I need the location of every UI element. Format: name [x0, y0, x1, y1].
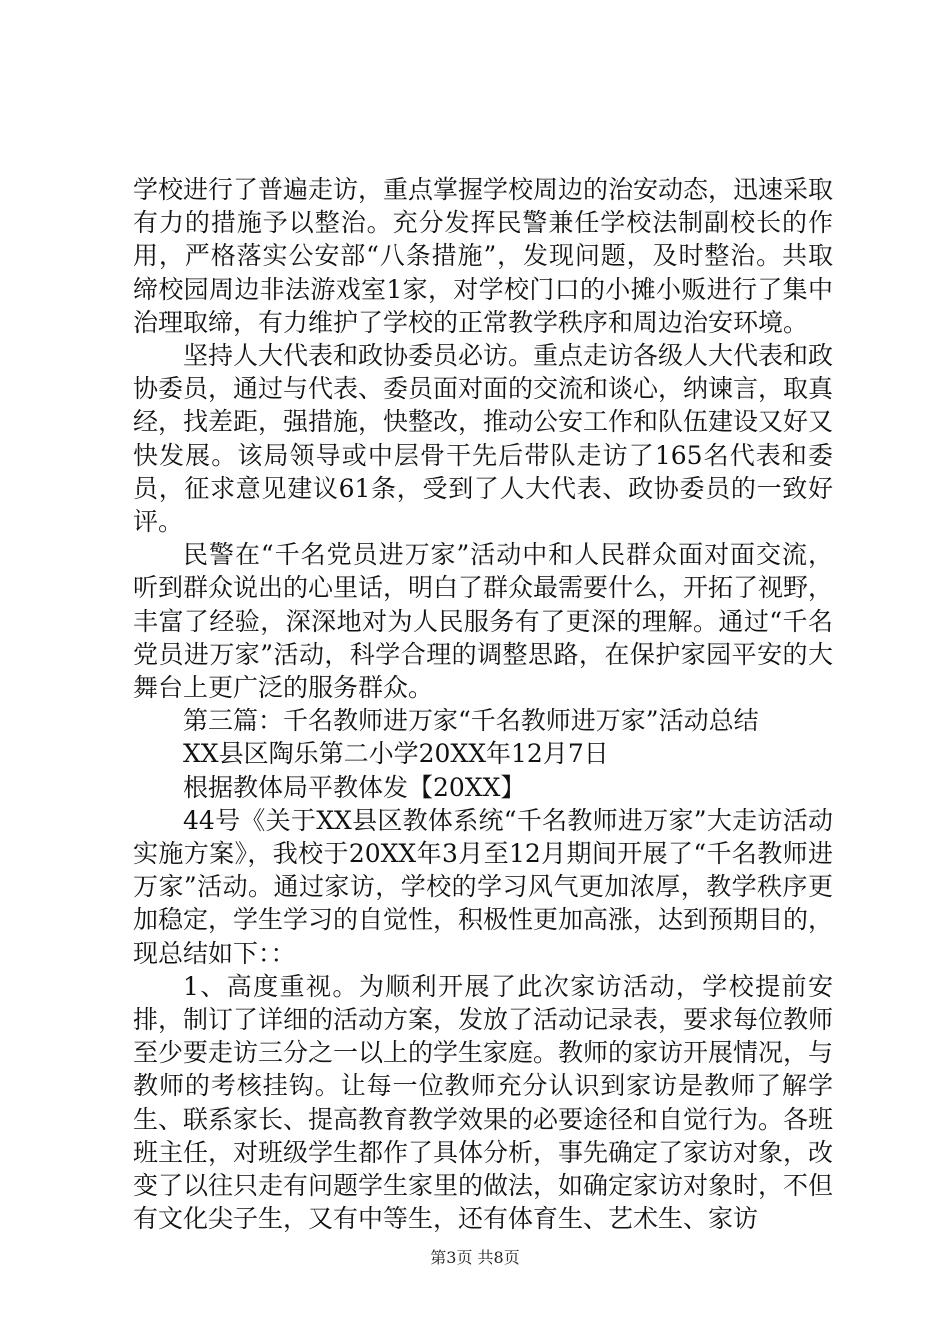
paragraph-police-summary: 民警在“千名党员进万家”活动中和人民群众面对面交流，听到群众说出的心里话，明白了群众最需要什么，开拓了视野，丰富了经验，深深地对为人民服务有了更深的理解。通过“千名党员进万家”活动，科学合理的调整思路，在保护家园平安的大舞台上更广泛的服务群众。 — [133, 540, 834, 703]
paragraph-high-attention: 1、高度重视。为顺利开展了此次家访活动，学校提前安排，制订了详细的活动方案，发放了活动记录表，要求每位教师至少要走访三分之一以上的学生家庭。教师的家访开展情况，与教师的考核挂钩。让每一位教师充分认识到家访是教师了解学生、联系家长、提高教育教学效果的必要途径和自觉行为。各班班主任，对班级学生都作了具体分析，事先确定了家访对象，改变了以往只走有问题学生家里的做法，如确定家访对象时，不但有文化尖子生，又有中等生，还有体育生、艺术生、家访 — [133, 971, 834, 1234]
paragraph-activity-overview: 44号《关于XX县区教体系统“千名教师进万家”大走访活动实施方案》，我校于20XX年3月至12月期间开展了“千名教师进万家”活动。通过家访，学校的学习风气更加浓厚，教学秩序更加稳定，学生学习的自觉性，积极性更加高涨，达到预期目的，现总结如下：： — [133, 805, 834, 968]
school-date-line: XX县区陶乐第二小学20XX年12月7日 — [183, 739, 609, 769]
page-number-footer: 第3页 共8页 — [430, 1248, 520, 1267]
paragraph-deputies-visit: 坚持人大代表和政协委员必访。重点走访各级人大代表和政协委员，通过与代表、委员面对面的交流和谈心，纳谏言，取真经，找差距，强措施，快整改，推动公安工作和队伍建设又好又快发展。该局领导或中层骨干先后带队走访了165名代表和委员，征求意见建议61条，受到了人大代表、政协委员的一致好评。 — [133, 341, 834, 537]
document-body — [133, 173, 833, 1236]
paragraph-continuation: 学校进行了普遍走访，重点掌握学校周边的治安动态，迅速采取有力的措施予以整治。充分发挥民警兼任学校法制副校长的作用，严格落实公安部“八条措施”，发现问题，及时整治。共取缔校园周边非法游戏室1家，对学校门口的小摊小贩进行了集中治理取缔，有力维护了学校的正常教学秩序和周边治安环境。 — [133, 175, 834, 337]
section-heading: 第三篇：千名教师进万家“千名教师进万家”活动总结 — [183, 706, 759, 736]
reference-line: 根据教体局平教体发【20XX】 — [183, 772, 526, 802]
